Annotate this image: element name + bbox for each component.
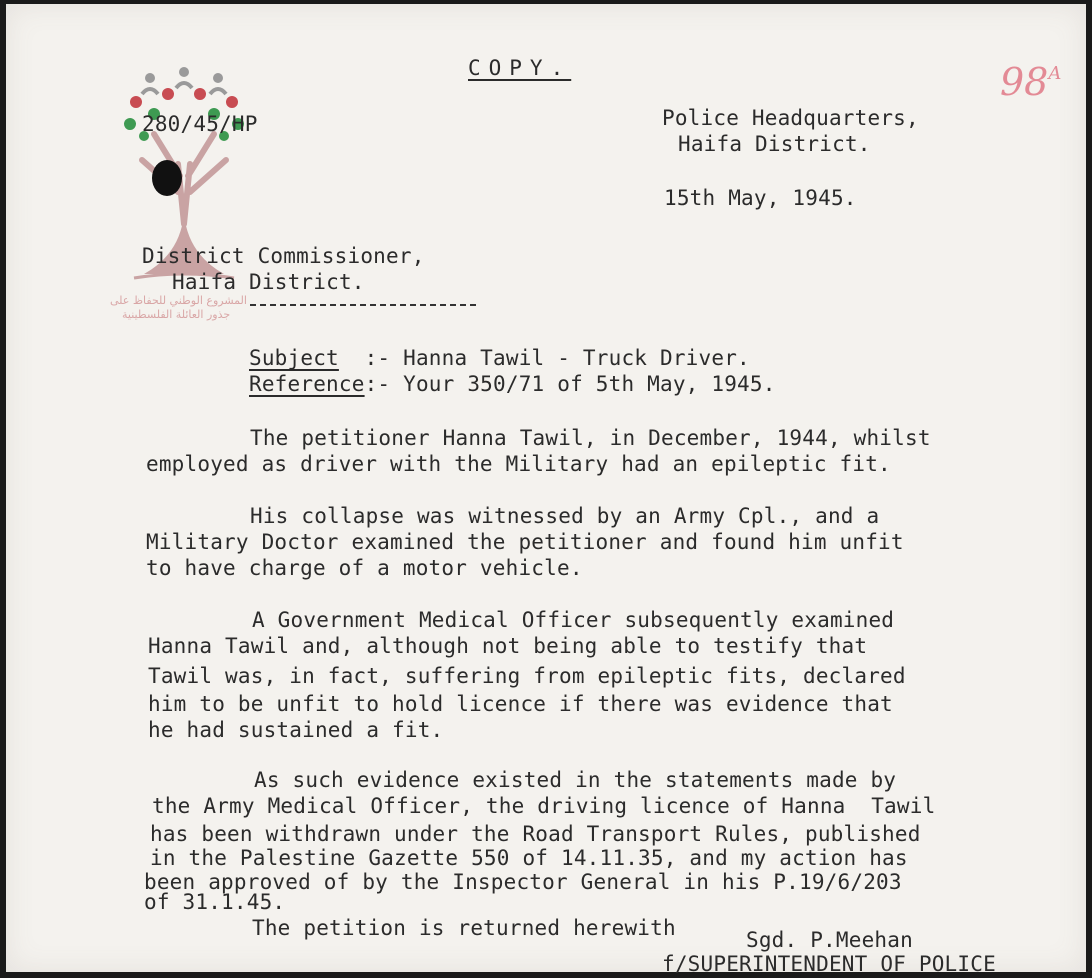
reference-label: Reference: [249, 372, 365, 396]
subject-label: Subject: [249, 346, 339, 370]
divider-rule: [250, 304, 476, 306]
recipient-line-2: Haifa District.: [172, 270, 365, 294]
body-line: A Government Medical Officer subsequently examined: [252, 608, 895, 632]
body-line: The petition is returned herewith: [252, 916, 676, 940]
handwritten-page-number: $98^A$: [1000, 60, 1062, 104]
signature-title: f/SUPERINTENDENT OF POLICE: [662, 952, 996, 976]
file-reference: 280/45/HP: [142, 112, 258, 136]
body-line: in the Palestine Gazette 550 of 14.11.35, and my action has: [150, 846, 908, 870]
letter-date: 15th May, 1945.: [664, 186, 857, 210]
subject-text: :- Hanna Tawil - Truck Driver.: [338, 346, 750, 370]
body-line: employed as driver with the Military had an epileptic fit.: [146, 452, 891, 476]
sender-line-2: Haifa District.: [678, 132, 871, 156]
copy-label: COPY.: [468, 56, 572, 80]
body-line: Hanna Tawil and, although not being able to testify that: [148, 634, 868, 658]
body-line: of 31.1.45.: [144, 890, 286, 914]
body-line: Tawil was, in fact, suffering from epileptic fits, declared: [148, 664, 906, 688]
body-line: The petitioner Hanna Tawil, in December, 1944, whilst: [250, 426, 931, 450]
body-line: has been withdrawn under the Road Transport Rules, published: [150, 822, 921, 846]
signature-name: Sgd. P.Meehan: [746, 928, 913, 952]
recipient-line-1: District Commissioner,: [142, 244, 425, 268]
ink-stain: [152, 160, 182, 196]
body-line: to have charge of a motor vehicle.: [146, 556, 583, 580]
body-line: Military Doctor examined the petitioner and found him unfit: [146, 530, 904, 554]
subject-line: [249, 346, 750, 370]
sender-line-1: Police Headquarters,: [662, 106, 919, 130]
body-line: him to be unfit to hold licence if there was evidence that: [148, 692, 893, 716]
body-line: the Army Medical Officer, the driving licence of Hanna Tawil: [152, 794, 936, 818]
body-line: His collapse was witnessed by an Army Cpl., and a: [250, 504, 880, 528]
watermark-text-1: المشروع الوطني للحفاظ على: [110, 294, 247, 307]
watermark-text-2: جذور العائلة الفلسطينية: [122, 308, 231, 321]
reference-line: [249, 372, 776, 396]
body-line: he had sustained a fit.: [148, 718, 444, 742]
reference-text: :- Your 350/71 of 5th May, 1945.: [364, 372, 776, 396]
document-page: [6, 4, 1086, 976]
body-line: As such evidence existed in the statements made by: [254, 768, 897, 792]
body-line: been approved of by the Inspector General in his P.19/6/203: [144, 870, 902, 894]
